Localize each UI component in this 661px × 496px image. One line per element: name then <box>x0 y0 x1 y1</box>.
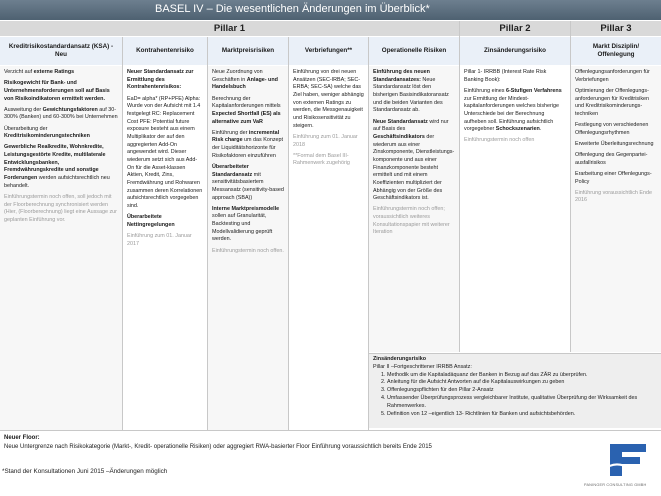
text-run: Anlage- und Handelsbuch <box>212 76 278 91</box>
header-kontrahentenrisiko: Kontrahentenrisiko <box>123 37 207 65</box>
footnote: *Stand der Konsultationen Juni 2015 –Änderungen möglich <box>2 468 168 475</box>
box-list-item: 4. Umfassender Überprüfungsprozess vergleichbarer Institute, qualitative Überprüfung der Wirksamkeit des Rahmenwerkes. <box>387 395 657 411</box>
text-run: Festlegung von verschiedenen Offenlegungsrhythmen <box>575 122 649 136</box>
text-run: Neue Standardansatz <box>373 118 428 125</box>
paragraph <box>464 69 566 84</box>
paragraph <box>575 69 657 84</box>
text-run: Einführungstermin noch offen. <box>212 247 284 254</box>
text-run: Kreditrisikominderungstechniken <box>4 133 90 140</box>
box-list-item: 3. Offenlegungspflichten für den Pillar 2-Ansatz <box>387 387 657 395</box>
header-marktpreisrisiken: Marktpreisrisiken <box>208 37 288 65</box>
text-run: 6-Stufigen Verfahrens <box>505 87 562 94</box>
text-run: Expected Shortfall (ES) als alternative zum VaR <box>212 110 281 125</box>
pillar2-irrbb-box <box>369 353 661 428</box>
box-list <box>387 372 657 419</box>
paragraph <box>212 164 284 202</box>
paragraph <box>575 141 657 149</box>
page-title: BASEL IV – Die wesentlichen Änderungen im Überblick* <box>155 3 430 15</box>
paragraph <box>127 214 203 229</box>
text-run: Erarbeitung einer Offenlegungs-Policy <box>575 170 652 185</box>
text-run: wird nur auf Basis des <box>373 118 449 133</box>
group-pillar-3: Pillar 3 <box>571 21 661 36</box>
column-ksa <box>0 66 122 430</box>
paragraph <box>4 80 118 103</box>
header-verbriefungen: Verbriefungen** <box>289 37 368 65</box>
paragraph <box>212 130 284 161</box>
paragraph <box>127 96 203 211</box>
text-run: Einführungstermin noch offen <box>464 137 535 144</box>
paragraph <box>127 69 203 92</box>
paragraph <box>373 119 455 203</box>
column-verbriefungen <box>289 66 368 430</box>
text-run: Einführung voraussichtlich Ende 2016 <box>575 189 653 204</box>
paragraph <box>212 248 284 256</box>
company-logo <box>600 440 650 480</box>
text-run: auf 30-300% (Banken) und 60-300% bei Unternehmen <box>4 106 118 121</box>
header-operationelle-risiken: Operationelle Risiken <box>369 37 459 65</box>
text-run: Neuer Standardansatz zur Ermittlung des Kontrahentenrisikos: <box>127 69 194 91</box>
text-run: Pillar 1- IRRBB (Interest Rate Risk Banking Book): <box>464 69 547 83</box>
text-run: Offenlegungsanforderungen für Verbriefungen <box>575 69 650 83</box>
paragraph <box>293 153 364 168</box>
text-run: Einführung zum 01. Januar 2018 <box>293 133 358 148</box>
paragraph <box>212 206 284 244</box>
text-run: externe Ratings <box>33 69 75 75</box>
paragraph <box>575 152 657 167</box>
text-run: sollen auf Granularität, Backtesting und Modellvalidierung geprüft werden. <box>212 213 273 243</box>
paragraph <box>464 88 566 134</box>
text-run: Optimierung der Offenlegungs-anforderungen für Kreditrisiken und Kreditrisikominderungs-techniken <box>575 87 650 117</box>
text-run: Ausweitung der <box>4 106 43 113</box>
company-logo-text: PANINGER CONSULTING GMBH <box>584 483 647 487</box>
floor-title: Neuer Floor: <box>4 435 40 441</box>
box-list-item: 5. Definition von 12 –eigentlich 13- Richtlinien für Banken und aufsichtsbehörden. <box>387 411 657 419</box>
paragraph <box>212 96 284 127</box>
title-bar <box>0 0 661 20</box>
paragraph <box>293 69 364 130</box>
group-pillar-2: Pillar 2 <box>460 21 570 36</box>
header-zinsaenderungsrisiko: Zinsänderungsrisiko <box>460 37 570 65</box>
text-run: um das Konzept der Liquiditätshorizonte für Risikofaktoren einzuführen <box>212 137 284 159</box>
text-run: Neue Standardansatz löst den bisherigen Basisindikatoransatz und die beiden Varianten des Standardansatz ab. <box>373 76 449 114</box>
text-run: Einführung der <box>212 129 249 136</box>
text-run: werden aufsichtsrechtlich neu behandelt. <box>4 175 110 189</box>
text-run: Einführungstermin noch offen, soll jedoch mit der Floorberechnung synchronisiert werden (Hier, (Floorberechnung) liegt eine Aussage zur geplanten Einführung vor. <box>4 193 117 223</box>
text-run: Einführung zum 01. Januar 2017 <box>127 232 192 247</box>
paragraph <box>4 107 118 122</box>
paragraph <box>575 88 657 119</box>
column-kontrahentenrisiko <box>123 66 207 430</box>
text-run: Überarbeitete Nettingregelungen <box>127 214 175 228</box>
box-list-item: 2. Anleitung für die Aufsicht Antworten auf die Kapitalauswirkungen zu geben <box>387 379 657 387</box>
paragraph <box>127 233 203 248</box>
text-run: Schockszenarien <box>495 126 540 133</box>
paragraph <box>4 69 118 77</box>
text-run: Interne Marktpreismodelle <box>212 205 280 212</box>
text-run: Erweiterte Überleitungsrechnung <box>575 140 654 147</box>
column-operationelle-risiken <box>369 66 459 352</box>
floor-text: Neue Untergrenze nach Risikokategorie (Markt-, Kredit- operationelle Risiken) oder aggregiert RWA-basierter Floor Einführung voraussichtlich bereits Ende 2015 <box>4 443 432 450</box>
text-run: Geschäftsindikators <box>373 133 425 140</box>
text-run: . <box>539 126 542 133</box>
group-pillar-1: Pillar 1 <box>0 21 459 36</box>
text-run: EaD= alpha* (RP+PFE) Alpha: Wurde von der Aufsicht mit 1.4 festgelegt RC: Replacement Cost PFE: Potential future exposure besteht aus einem Multiplikator der auf den aggregierten Add-On angewendet wird. Dieser wiederum setzt sich aus Add-On für die Asset-klassen Aktien, Kredit, Zins, Fremdwährung und Rohwaren zusammen deren Korrelationen aufsichtsrechtlich vorgegeben sind. <box>127 95 203 209</box>
paragraph <box>575 122 657 137</box>
box-title: Zinsänderungsrisiko <box>373 356 427 362</box>
text-run: Verzicht auf <box>4 69 34 75</box>
column-offenlegung <box>571 66 661 352</box>
paragraph <box>464 137 566 145</box>
text-run: Gewichtungsfaktoren <box>42 106 98 113</box>
text-run: Berechnung der Kapitalanforderungen mittels <box>212 95 281 110</box>
paragraph <box>293 134 364 149</box>
text-run: Einführung eines <box>464 87 506 94</box>
text-run: Neue Zuordnung von Geschäften in <box>212 69 263 83</box>
column-marktpreisrisiken <box>208 66 288 430</box>
box-list-item: 1. Methodik um die Kapitaladäquanz der Banken in Bezug auf das ZÄR zu überprüfen. <box>387 372 657 380</box>
text-run: Einführungstermin noch offen; voraussichtlich weiteres Konsultationspapier mit weiterer Iteration <box>373 206 450 236</box>
paragraph <box>4 144 118 190</box>
paragraph <box>575 190 657 205</box>
paragraph <box>373 206 455 237</box>
header-ksa: Kreditrisikostandardansatz (KSA) - Neu <box>0 37 122 65</box>
text-run: **Formal dem Basel III-Rahmenwerk zugehörig <box>293 152 350 167</box>
text-run: zur Ermittlung der Mindest-kapitalanforderungen welches bisherige Unterschiede bei der Berechnung aufheben soll. Einführung aufsichtlich vorgegebner <box>464 95 559 133</box>
paragraph <box>4 126 118 141</box>
text-run: Gewerbliche Realkredite, Wohnkredite, Leistungsgestörte Kredite, multilaterale Entwicklungsbanken, Fremdwährungskredite und sonstige Forderungen <box>4 144 106 182</box>
text-run: Einführung des neuen Standardansatzes: <box>373 69 430 83</box>
text-run: Offenlegung des Gegenpartei-ausfallrisikos <box>575 152 648 166</box>
text-run: incremental Risk charge <box>212 129 280 144</box>
text-run: Überarbeitung der <box>4 125 48 132</box>
text-run: der wiederum aus einer Zinskomponente, Dienstleistungs-komponente und aus einer Finanzkomponente besteht ermittelt und mit einem Koeffizienten multipliziert der Abhängig von der Größe des Geschäftsindikators ist. <box>373 133 455 202</box>
floor-section <box>0 430 661 454</box>
text-run: Überarbeiteter Standardansatz <box>212 163 253 178</box>
paragraph <box>212 69 284 92</box>
header-offenlegung: Markt Disziplin/ Offenlegung <box>571 37 661 65</box>
paragraph <box>4 194 118 225</box>
text-run: Einführung von drei neuen Ansätzen (SEC-IRBA; SEC-ERBA; SEC-SA) welche das Ziel haben, weniger abhängig von externen Ratings zu werden, die Messgenauigkeit und Risikosensitivität zu steigern. <box>293 69 364 129</box>
text-run: Risikogewicht für Bank- und Unternehmensforderungen soll auf Basis von Risikoindikatoren ermittelt werden. <box>4 80 110 102</box>
box-subtitle: Pillar II –Fortgeschrittener IRRBB Ansatz: <box>373 363 472 370</box>
paragraph <box>575 171 657 186</box>
text-run: mit sensitivitätsbasiertem Messansatz (sensitivity-based approach (SBA)) <box>212 171 284 201</box>
paragraph <box>373 69 455 115</box>
column-zinsaenderungsrisiko <box>460 66 570 352</box>
